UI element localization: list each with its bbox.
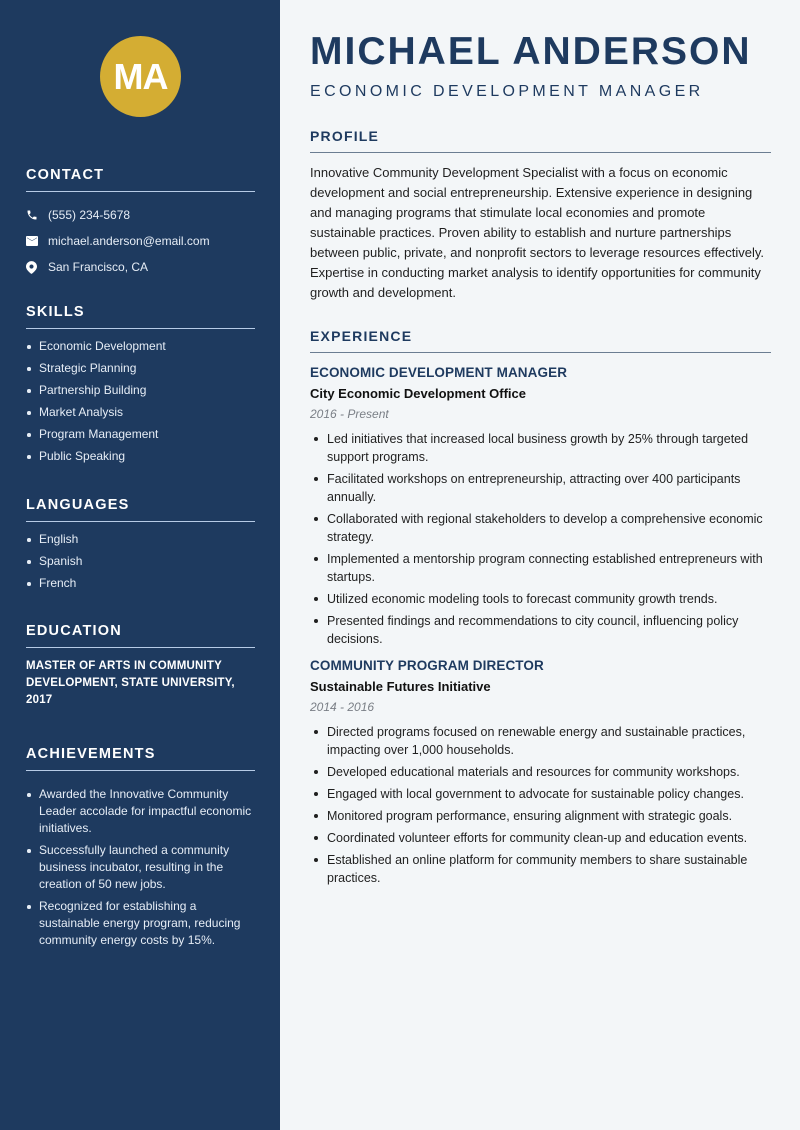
job-bullet: Directed programs focused on renewable energy and sustainable practices, impacting over 1,000 households.	[310, 723, 771, 759]
candidate-name: MICHAEL ANDERSON	[310, 30, 752, 73]
job-bullet: Implemented a mentorship program connecting established entrepreneurs with startups.	[310, 550, 771, 586]
experience-section	[310, 328, 771, 891]
contact-list	[26, 202, 255, 280]
job-bullet: Established an online platform for community members to share sustainable practices.	[310, 851, 771, 887]
contact-email	[26, 228, 255, 254]
languages-heading: LANGUAGES	[26, 497, 255, 522]
achievements-list	[26, 786, 255, 949]
language-item: French	[26, 575, 255, 592]
profile-heading: PROFILE	[310, 128, 771, 153]
job-bullet: Facilitated workshops on entrepreneurship, attracting over 400 participants annually.	[310, 470, 771, 506]
contact-section	[26, 167, 255, 280]
skills-heading: SKILLS	[26, 304, 255, 329]
skill-item: Economic Development	[26, 338, 255, 355]
job-role: ECONOMIC DEVELOPMENT MANAGER	[310, 365, 568, 380]
achievements-section	[26, 746, 255, 954]
achievements-heading: ACHIEVEMENTS	[26, 746, 255, 771]
language-item: Spanish	[26, 553, 255, 570]
job-entry	[310, 658, 771, 887]
email-value: michael.anderson@email.com	[48, 234, 210, 248]
language-item: English	[26, 531, 255, 548]
location-pin-icon	[26, 261, 48, 274]
skills-section	[26, 304, 255, 470]
job-role: COMMUNITY PROGRAM DIRECTOR	[310, 658, 544, 673]
contact-heading: CONTACT	[26, 167, 255, 192]
achievement-item: Awarded the Innovative Community Leader accolade for impactful economic initiatives.	[26, 786, 255, 837]
skill-item: Public Speaking	[26, 448, 255, 465]
profile-text: Innovative Community Development Specialist with a focus on economic development and social entrepreneurship. Extensive experience in designing and managing programs that stimulate local economies and promote sustainable practices. Proven ability to establish and nurture partnerships between public, private, and nonprofit sectors to leverage resources effectively. Expertise in conducting market analysis to identify opportunities for community growth and development.	[310, 165, 765, 300]
contact-location	[26, 254, 255, 280]
languages-list	[26, 531, 255, 592]
job-bullet: Utilized economic modeling tools to forecast community growth trends.	[310, 590, 771, 608]
achievement-item: Recognized for establishing a sustainable energy program, reducing community energy costs by 15%.	[26, 898, 255, 949]
job-bullet: Developed educational materials and resources for community workshops.	[310, 763, 771, 781]
education-section	[26, 623, 255, 709]
contact-phone	[26, 202, 255, 228]
job-organization: City Economic Development Office	[310, 386, 526, 401]
skills-list	[26, 338, 255, 465]
languages-section	[26, 497, 255, 597]
education-entry: MASTER OF ARTS IN COMMUNITY DEVELOPMENT, STATE UNIVERSITY, 2017	[26, 660, 235, 706]
job-bullets	[310, 723, 771, 887]
location-value: San Francisco, CA	[48, 260, 149, 274]
skill-item: Partnership Building	[26, 382, 255, 399]
job-bullet: Presented findings and recommendations to city council, influencing policy decisions.	[310, 612, 771, 648]
experience-heading: EXPERIENCE	[310, 328, 771, 353]
job-dates: 2016 - Present	[310, 407, 389, 421]
job-bullet: Collaborated with regional stakeholders to develop a comprehensive economic strategy.	[310, 510, 771, 546]
profile-section	[310, 128, 771, 303]
job-bullet: Engaged with local government to advocate for sustainable policy changes.	[310, 785, 771, 803]
achievement-item: Successfully launched a community business incubator, resulting in the creation of 50 new jobs.	[26, 842, 255, 893]
email-icon	[26, 236, 48, 246]
job-bullets	[310, 430, 771, 648]
phone-icon	[26, 209, 48, 221]
education-heading: EDUCATION	[26, 623, 255, 648]
job-bullet: Coordinated volunteer efforts for community clean-up and education events.	[310, 829, 771, 847]
candidate-title: ECONOMIC DEVELOPMENT MANAGER	[310, 83, 704, 100]
job-dates: 2014 - 2016	[310, 700, 375, 714]
sidebar	[0, 0, 280, 1130]
job-entry	[310, 365, 771, 648]
phone-value: (555) 234-5678	[48, 208, 131, 222]
job-bullet: Monitored program performance, ensuring alignment with strategic goals.	[310, 807, 771, 825]
skill-item: Market Analysis	[26, 404, 255, 421]
job-organization: Sustainable Futures Initiative	[310, 679, 491, 694]
skill-item: Program Management	[26, 426, 255, 443]
job-bullet: Led initiatives that increased local business growth by 25% through targeted support programs.	[310, 430, 771, 466]
avatar: MA	[100, 36, 181, 117]
skill-item: Strategic Planning	[26, 360, 255, 377]
